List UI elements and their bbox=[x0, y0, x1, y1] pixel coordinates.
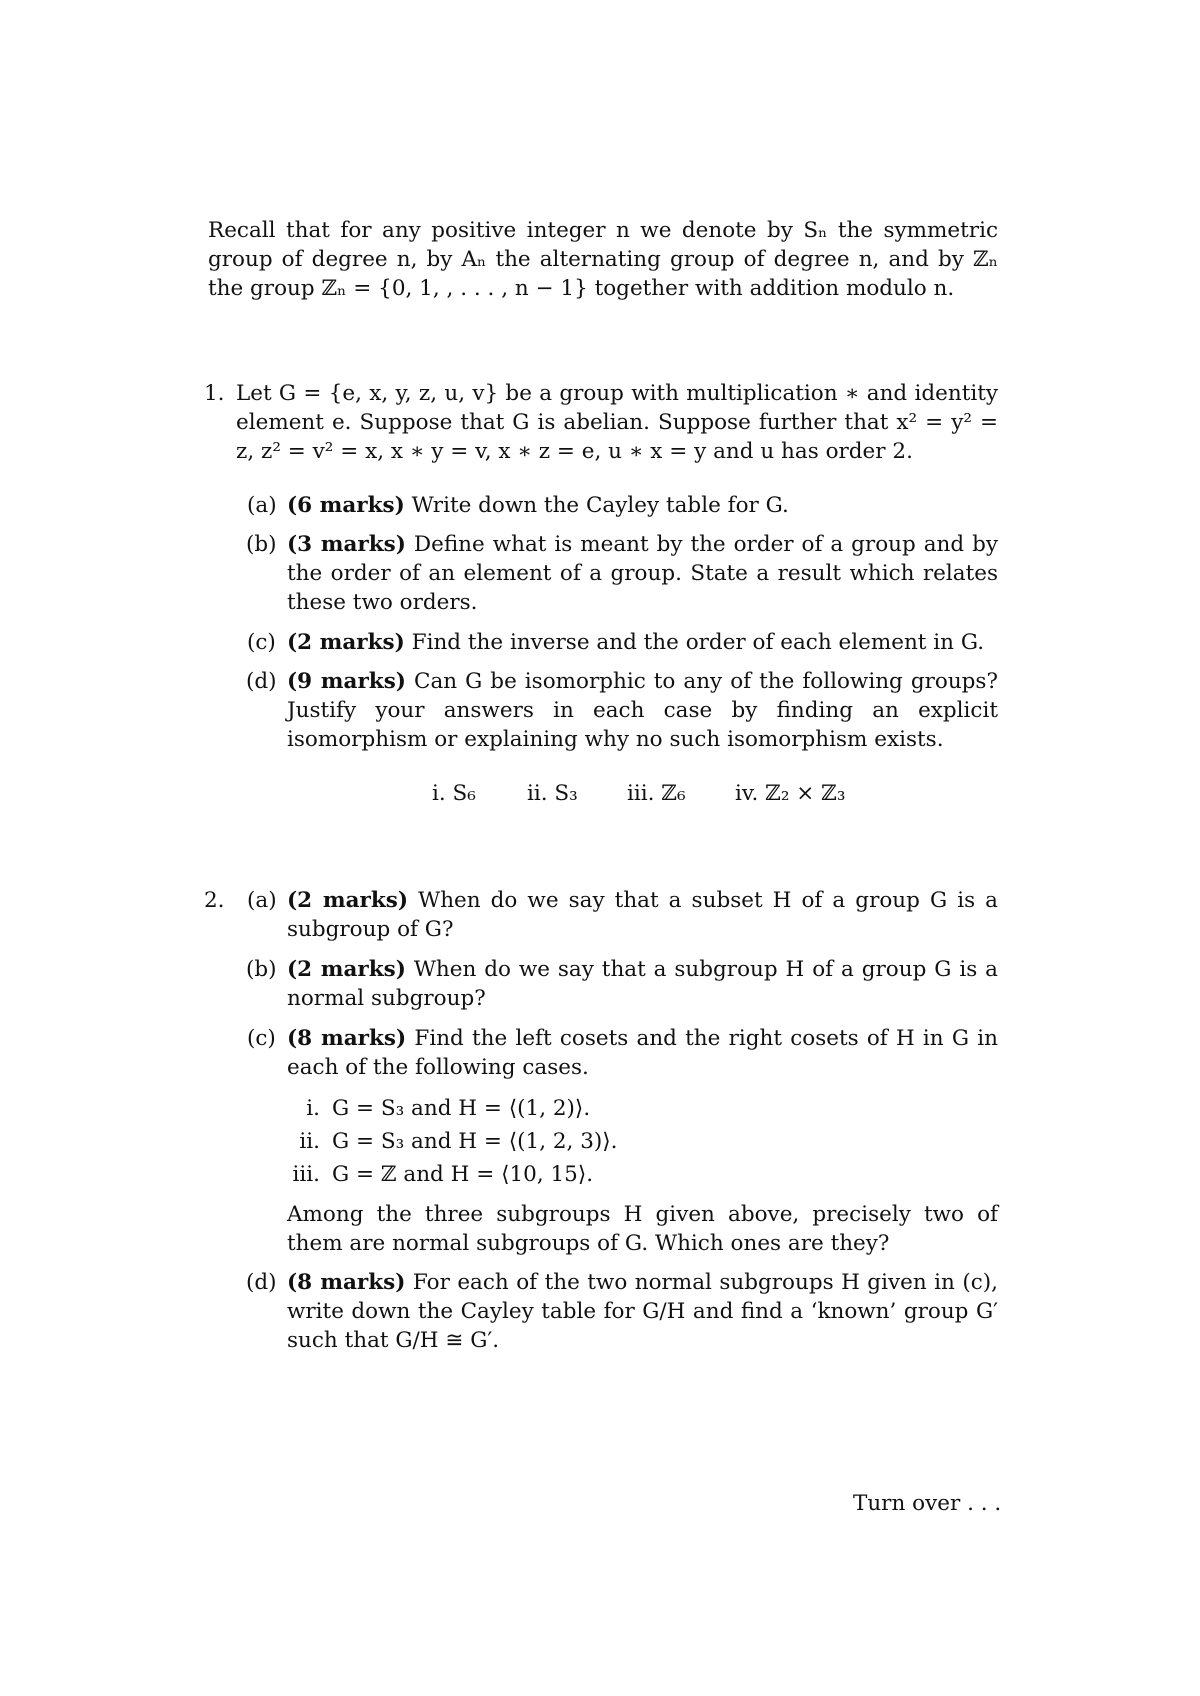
q2-part-a-marks: (2 marks) bbox=[287, 888, 409, 913]
q1-part-d-marks: (9 marks) bbox=[287, 669, 406, 694]
group-option-s6: i. S₆ bbox=[432, 781, 476, 806]
q2-part-a bbox=[287, 886, 998, 944]
q1-part-a bbox=[287, 491, 998, 520]
q1-part-c-marks: (2 marks) bbox=[287, 630, 405, 655]
q1-part-b-label: (b) bbox=[246, 532, 277, 557]
q2-part-b-label: (b) bbox=[246, 957, 277, 982]
q2-part-a-label: (a) bbox=[247, 888, 277, 913]
question-1-number: 1. bbox=[204, 381, 225, 406]
intro-paragraph: Recall that for any positive integer n we denote by Sₙ the symmetric group of degree n, by Aₙ the alternating group of degree n, and by ℤₙ the group ℤₙ = {0, 1, , . . . , n − 1} together with addition modulo n. bbox=[208, 218, 998, 301]
q1-part-d-text: Can G be isomorphic to any of the following groups? Justify your answers in each case by finding an explicit isomorphism or explaining why no such isomorphism exists. bbox=[287, 669, 998, 752]
q2-case-i: G = S₃ and H = ⟨(1, 2)⟩. bbox=[332, 1096, 591, 1121]
group-option-z2xz3: iv. ℤ₂ × ℤ₃ bbox=[735, 781, 846, 806]
q2-followup: Among the three subgroups H given above, precisely two of them are normal subgroups of G. Which ones are they? bbox=[287, 1202, 998, 1256]
q1-part-c-label: (c) bbox=[247, 630, 276, 655]
question-2-number: 2. bbox=[204, 888, 225, 913]
q2-part-d-text: For each of the two normal subgroups H given in (c), write down the Cayley table for G/H and find a ‘known’ group G′ such that G/H ≅ G′. bbox=[287, 1270, 998, 1353]
q1-part-b-marks: (3 marks) bbox=[287, 532, 406, 557]
q2-case-iii-label: iii. bbox=[292, 1162, 320, 1187]
q1-part-a-label: (a) bbox=[247, 493, 277, 518]
q2-part-d-label: (d) bbox=[246, 1270, 277, 1295]
q1-part-c bbox=[287, 628, 998, 657]
q2-part-b-marks: (2 marks) bbox=[287, 957, 406, 982]
q2-part-c-marks: (8 marks) bbox=[287, 1026, 407, 1051]
q2-part-c-label: (c) bbox=[247, 1026, 276, 1051]
q2-case-ii-label: ii. bbox=[299, 1129, 320, 1154]
q2-part-b bbox=[287, 955, 998, 1013]
q2-part-b-text: When do we say that a subgroup H of a group G is a normal subgroup? bbox=[287, 957, 998, 1011]
q1-part-d bbox=[287, 667, 998, 754]
q1-part-c-text: Find the inverse and the order of each element in G. bbox=[411, 630, 985, 655]
q1-part-d-label: (d) bbox=[246, 669, 277, 694]
q2-part-c bbox=[287, 1024, 998, 1082]
q2-part-d-marks: (8 marks) bbox=[287, 1270, 406, 1295]
group-option-z6: iii. ℤ₆ bbox=[627, 781, 686, 806]
q1-part-a-marks: (6 marks) bbox=[287, 493, 405, 518]
q2-case-ii: G = S₃ and H = ⟨(1, 2, 3)⟩. bbox=[332, 1129, 618, 1154]
q1-part-a-text: Write down the Cayley table for G. bbox=[411, 493, 789, 518]
q1-part-b-text: Define what is meant by the order of a group and by the order of an element of a group. State a result which relates these two orders. bbox=[287, 532, 998, 615]
group-option-s3: ii. S₃ bbox=[527, 781, 578, 806]
q1-part-b bbox=[287, 530, 998, 617]
question-1-stem: Let G = {e, x, y, z, u, v} be a group with multiplication ∗ and identity element e. Suppose that G is abelian. Suppose further that x² = y² = z, z² = v² = x, x ∗ y = v, x ∗ z = e, u ∗ x = y and u has order 2. bbox=[236, 381, 998, 464]
q2-case-i-label: i. bbox=[306, 1096, 320, 1121]
q2-case-iii: G = ℤ and H = ⟨10, 15⟩. bbox=[332, 1162, 594, 1187]
turn-over-note: Turn over . . . bbox=[853, 1491, 1002, 1516]
q2-part-a-text: When do we say that a subset H of a group G is a subgroup of G? bbox=[287, 888, 998, 942]
q2-part-d bbox=[287, 1268, 998, 1355]
q2-part-c-text: Find the left cosets and the right cosets of H in G in each of the following cases. bbox=[287, 1026, 998, 1080]
